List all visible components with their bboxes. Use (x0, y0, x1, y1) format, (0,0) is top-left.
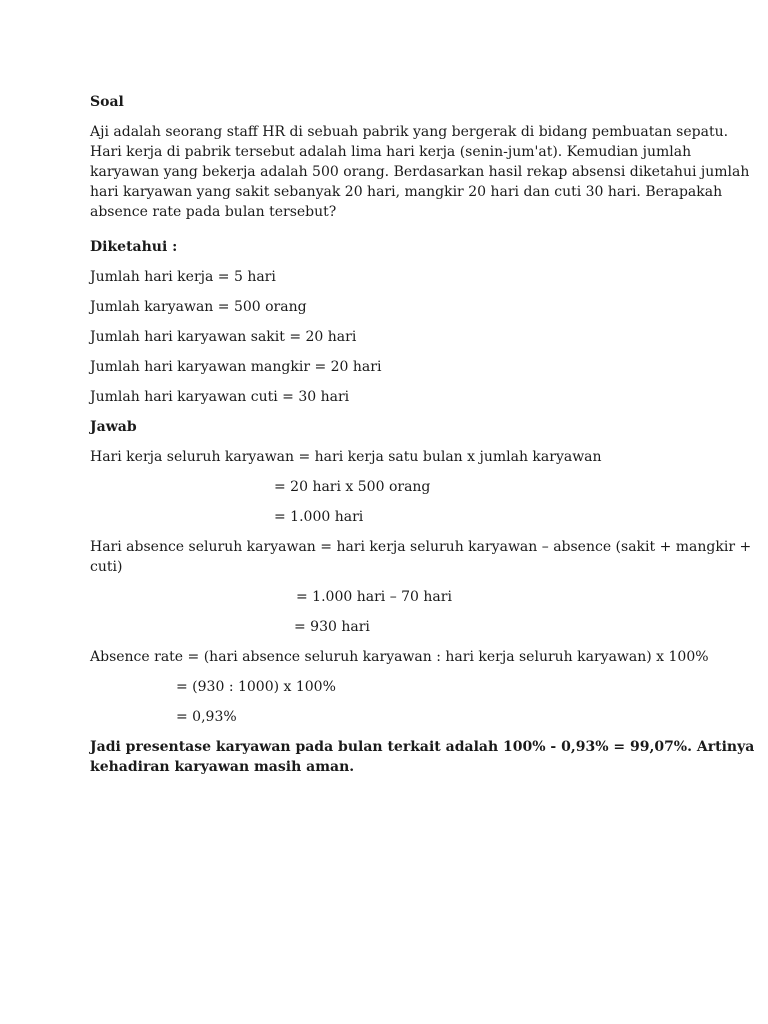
soal-paragraph (90, 122, 750, 222)
hari-kerja-step: = 20 hari x 500 orang (274, 479, 431, 495)
diketahui-heading: Diketahui : (90, 239, 178, 255)
rate-step: = 0,93% (176, 709, 237, 725)
soal-line: karyawan yang bekerja adalah 500 orang. Berdasarkan hasil rekap absensi diketahui jumlah (90, 164, 750, 180)
kesimpulan-line: Jadi presentase karyawan pada bulan terkait adalah 100% - 0,93% = 99,07%. Artinya (90, 739, 755, 755)
soal-line: Aji adalah seorang staff HR di sebuah pabrik yang bergerak di bidang pembuatan sepatu. (90, 124, 729, 140)
diketahui-item: Jumlah karyawan = 500 orang (90, 299, 307, 315)
soal-heading: Soal (90, 94, 124, 110)
hari-kerja-step: = 1.000 hari (274, 509, 364, 525)
soal-line: hari karyawan yang sakit sebanyak 20 hari, mangkir 20 hari dan cuti 30 hari. Berapakah (90, 184, 723, 200)
diketahui-item: Jumlah hari kerja = 5 hari (90, 269, 276, 285)
absence-formula-line: Hari absence seluruh karyawan = hari kerja seluruh karyawan – absence (sakit + mangkir + (90, 539, 752, 555)
soal-line: Hari kerja di pabrik tersebut adalah lima hari kerja (senin-jum'at). Kemudian jumlah (90, 144, 692, 160)
diketahui-item: Jumlah hari karyawan cuti = 30 hari (90, 389, 350, 405)
hari-kerja-formula: Hari kerja seluruh karyawan = hari kerja satu bulan x jumlah karyawan (90, 449, 602, 465)
rate-formula: Absence rate = (hari absence seluruh karyawan : hari kerja seluruh karyawan) x 100% (90, 649, 709, 665)
absence-step: = 930 hari (294, 619, 370, 635)
kesimpulan-line: kehadiran karyawan masih aman. (90, 759, 355, 775)
kesimpulan-paragraph (90, 737, 755, 777)
absence-formula (90, 537, 752, 577)
jawab-heading: Jawab (90, 419, 137, 435)
absence-step: = 1.000 hari – 70 hari (296, 589, 452, 605)
diketahui-item: Jumlah hari karyawan sakit = 20 hari (90, 329, 357, 345)
absence-formula-line: cuti) (90, 559, 123, 575)
soal-line: absence rate pada bulan tersebut? (90, 204, 337, 220)
rate-step: = (930 : 1000) x 100% (176, 679, 336, 695)
diketahui-item: Jumlah hari karyawan mangkir = 20 hari (90, 359, 382, 375)
